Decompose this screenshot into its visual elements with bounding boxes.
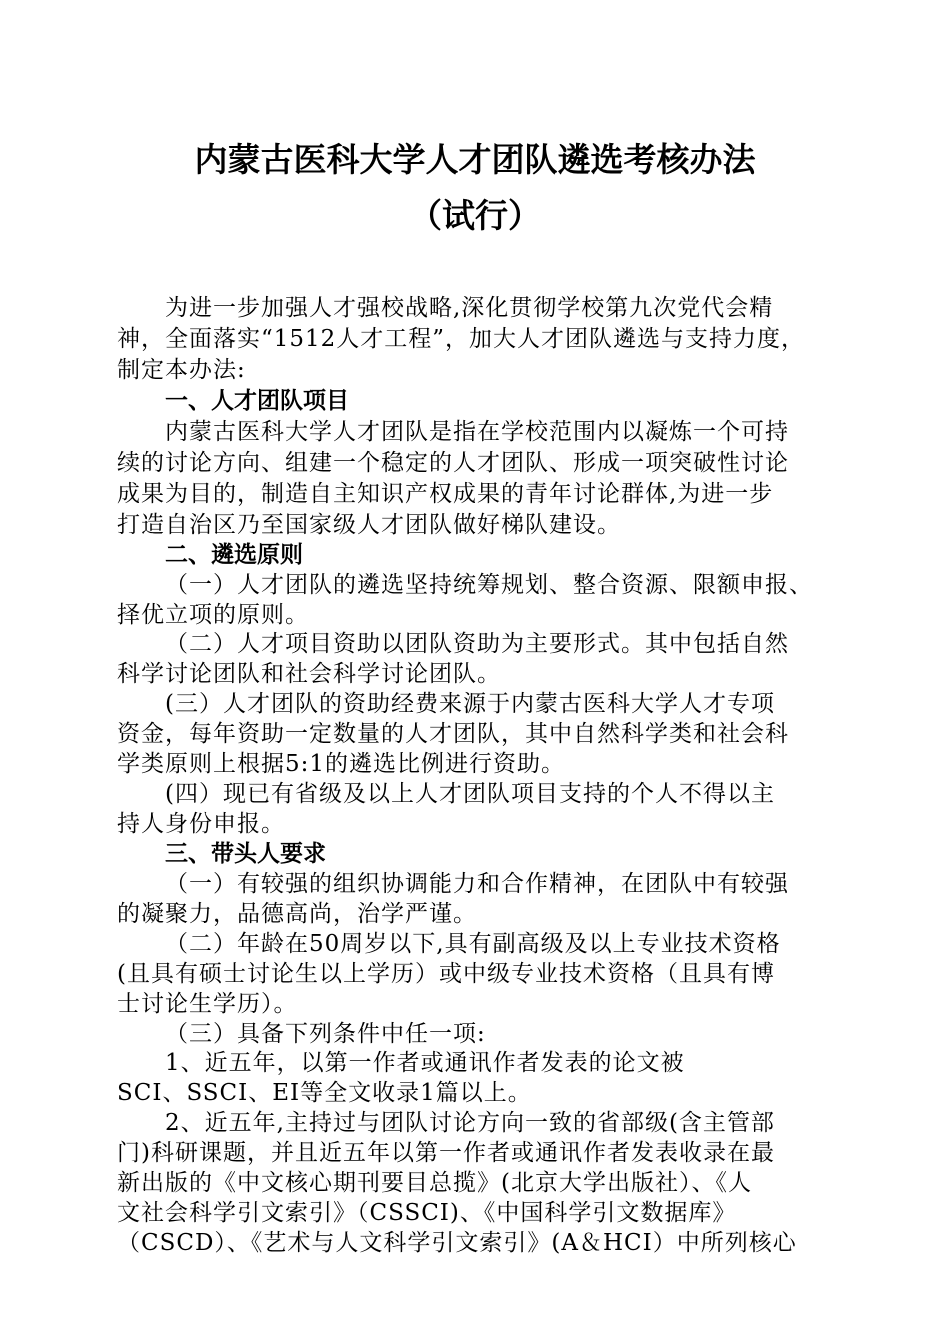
paragraph-line: （一）人才团队的遴选坚持统筹规划、整合资源、限额申报、 [165, 572, 813, 598]
paragraph-line: 神，全面落实“1512人才工程”，加大人才团队遴选与支持力度， [117, 326, 806, 352]
paragraph-line: 制定本办法: [117, 357, 246, 383]
paragraph-line: （一）有较强的组织协调能力和合作精神，在团队中有较强 [165, 871, 789, 897]
paragraph-line: （二）人才项目资助以团队资助为主要形式。其中包括自然 [165, 631, 789, 657]
paragraph-line: 内蒙古医科大学人才团队是指在学校范围内以凝炼一个可持 [165, 419, 789, 445]
section-heading: 三、带头人要求 [165, 841, 326, 867]
paragraph-line: （二）年龄在50周岁以下,具有副高级及以上专业技术资格 [165, 931, 781, 957]
document-subtitle: （试行） [409, 196, 541, 235]
paragraph-line: 门)科研课题，并且近五年以第一作者或通讯作者发表收录在最 [117, 1140, 775, 1166]
paragraph-line: (三）人才团队的资助经费来源于内蒙古医科大学人才专项 [165, 691, 775, 717]
paragraph-line: 新出版的《中文核心期刊要目总揽》(北京大学出版社）、《人 [117, 1170, 752, 1196]
section-heading: 二、遴选原则 [165, 542, 303, 568]
paragraph-line: 续的讨论方向、组建一个稳定的人才团队、形成一项突破性讨论 [117, 450, 789, 476]
paragraph-line: （CSCD）、《艺术与人文科学引文索引》(A＆HCI）中所列核心 [117, 1230, 797, 1256]
paragraph-line: 的凝聚力，品德高尚，治学严谨。 [117, 901, 477, 927]
paragraph-line: (且具有硕士讨论生以上学历）或中级专业技术资格（且具有博 [117, 961, 775, 987]
section-heading: 一、人才团队项目 [165, 388, 349, 414]
paragraph-line: 学类原则上根据5:1的遴选比例进行资助。 [117, 751, 566, 777]
paragraph-line: 打造自治区乃至国家级人才团队做好梯队建设。 [117, 512, 621, 538]
paragraph-line: 择优立项的原则。 [117, 602, 309, 628]
paragraph-line: 为进一步加强人才强校战略,深化贯彻学校第九次党代会精 [165, 295, 774, 321]
paragraph-line: 文社会科学引文索引》（CSSCI)、《中国科学引文数据库》 [117, 1200, 737, 1226]
paragraph-line: 士讨论生学历）。 [117, 991, 298, 1017]
paragraph-line: SCI、SSCI、EI等全文收录1篇以上。 [117, 1080, 532, 1106]
paragraph-line: 持人身份申报。 [117, 811, 285, 837]
paragraph-line: 2、近五年,主持过与团队讨论方向一致的省部级(含主管部 [165, 1110, 775, 1136]
paragraph-line: (四）现已有省级及以上人才团队项目支持的个人不得以主 [165, 781, 775, 807]
paragraph-line: 1、近五年，以第一作者或通讯作者发表的论文被 [165, 1050, 685, 1076]
paragraph-line: 资金，每年资助一定数量的人才团队，其中自然科学类和社会科 [117, 721, 789, 747]
paragraph-line: 科学讨论团队和社会科学讨论团队。 [117, 661, 501, 687]
paragraph-line: 成果为目的，制造自主知识产权成果的青年讨论群体,为进一步 [117, 481, 774, 507]
paragraph-line: （三）具备下列条件中任一项: [165, 1021, 486, 1047]
document-title: 内蒙古医科大学人才团队遴选考核办法 [194, 140, 756, 179]
